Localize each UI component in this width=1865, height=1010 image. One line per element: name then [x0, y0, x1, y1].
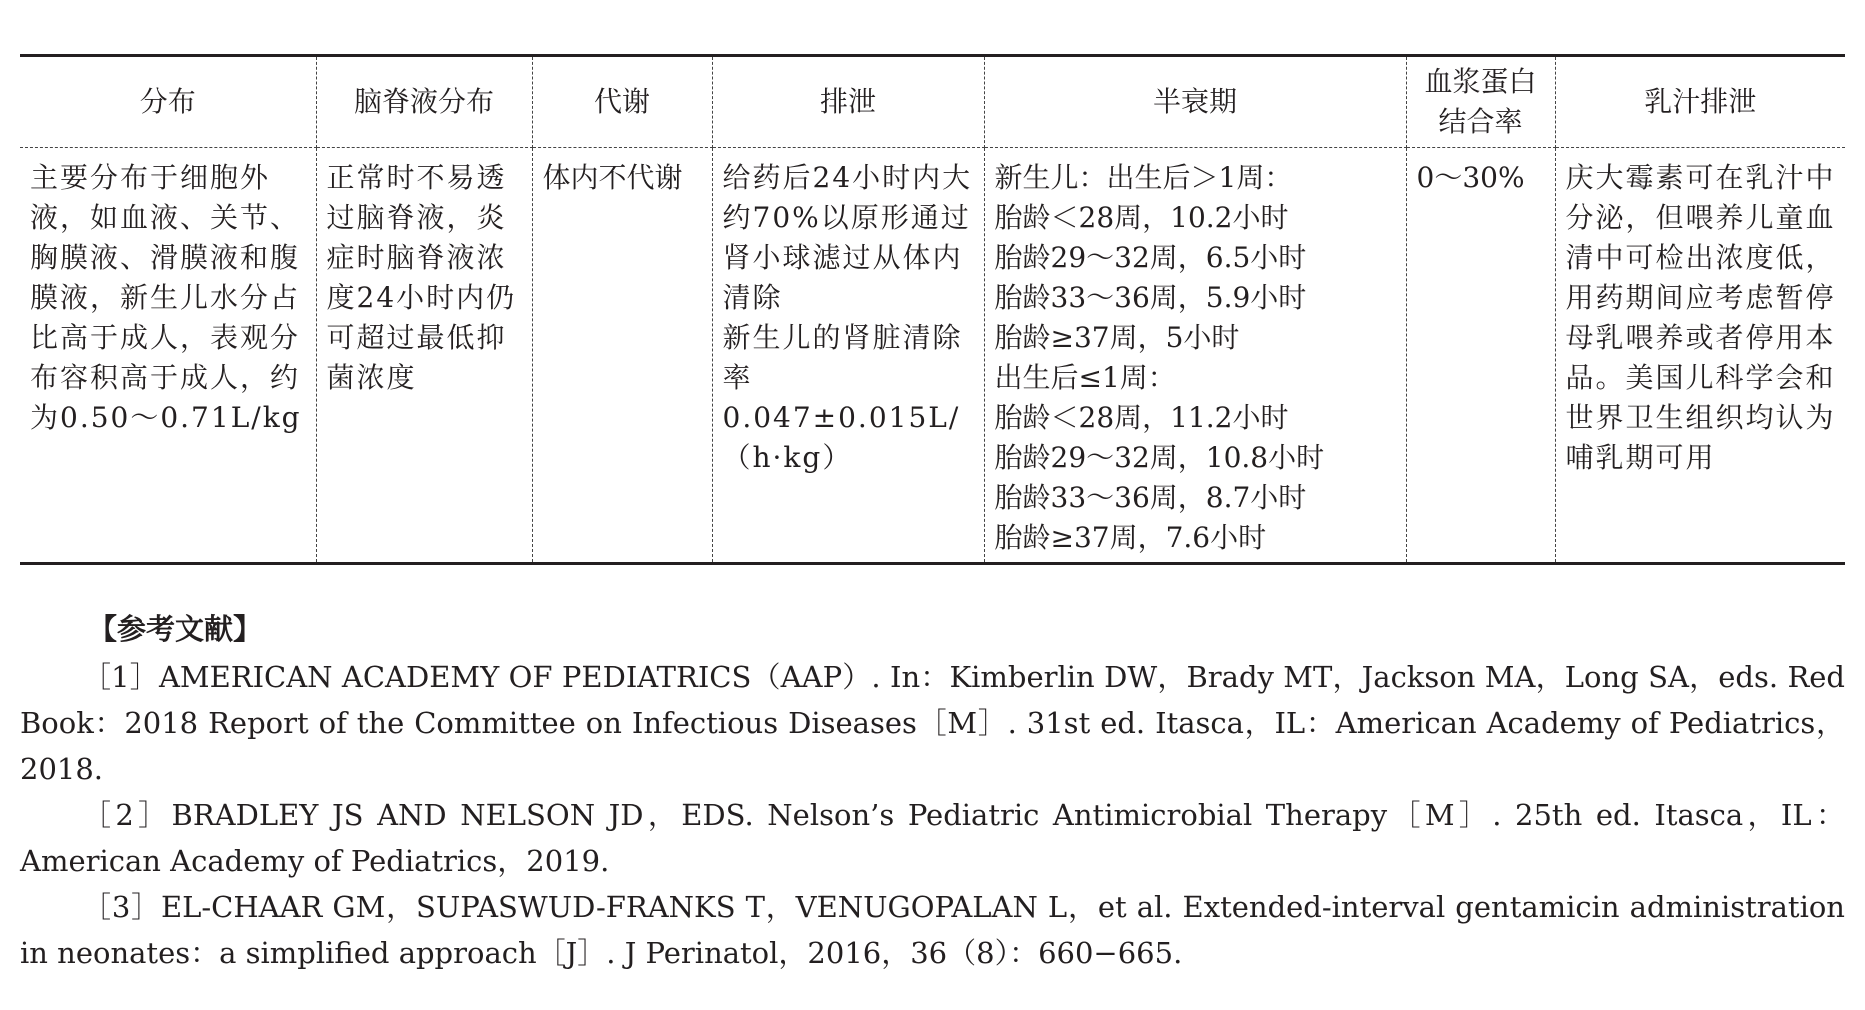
half-life-line: 胎龄29～32周，10.8小时	[994, 441, 1325, 474]
table-header-row	[20, 56, 1845, 148]
cell-csf-distribution: 正常时不易透过脑脊液，炎症时脑脊液浓度24小时内仍可超过最低抑菌浓度	[316, 148, 532, 564]
table-row	[20, 148, 1845, 564]
half-life-line: 新生儿：出生后＞1周：	[994, 161, 1293, 194]
half-life-line: 胎龄＜28周，11.2小时	[994, 401, 1289, 434]
header-half-life: 半衰期	[984, 56, 1406, 148]
cell-milk-excretion: 庆大霉素可在乳汁中分泌，但喂养儿童血清中可检出浓度低，用药期间应考虑暂停母乳喂养或者停用本品。美国儿科学会和世界卫生组织均认为哺乳期可用	[1555, 148, 1845, 564]
header-excretion: 排泄	[712, 56, 984, 148]
half-life-line: 胎龄33～36周，5.9小时	[994, 281, 1307, 314]
half-life-line: 胎龄＜28周，10.2小时	[994, 201, 1289, 234]
half-life-line: 胎龄33～36周，8.7小时	[994, 481, 1307, 514]
header-csf-distribution: 脑脊液分布	[316, 56, 532, 148]
half-life-line: 胎龄29～32周，6.5小时	[994, 241, 1307, 274]
cell-plasma-protein-binding: 0～30%	[1406, 148, 1555, 564]
header-plasma-protein-binding	[1406, 56, 1555, 148]
reference-item: ［2］BRADLEY JS AND NELSON JD，EDS. Nelson’s Pediatric Antimicrobial Therapy［M］. 25th ed. Itasca，IL：American Academy of Pediatrics，2019.	[20, 798, 1845, 878]
pharmacokinetics-table	[20, 54, 1845, 565]
header-metabolism: 代谢	[532, 56, 712, 148]
cell-metabolism: 体内不代谢	[532, 148, 712, 564]
header-plasma-line-1: 血浆蛋白	[1424, 65, 1537, 98]
header-plasma-line-2: 结合率	[1438, 105, 1523, 138]
references-section	[20, 604, 1845, 976]
half-life-line: 出生后≤1周：	[994, 361, 1176, 394]
cell-half-life	[984, 148, 1406, 564]
header-distribution: 分布	[20, 56, 316, 148]
cell-excretion	[712, 148, 984, 564]
cell-distribution: 主要分布于细胞外液，如血液、关节、胸膜液、滑膜液和腹膜液，新生儿水分占比高于成人，表观分布容积高于成人，约为0.50～0.71L/kg	[20, 148, 316, 564]
excretion-para-2: 新生儿的肾脏清除率0.047±0.015L/（h·kg）	[722, 321, 963, 474]
header-milk-excretion: 乳汁排泄	[1555, 56, 1845, 148]
reference-item: ［3］EL-CHAAR GM，SUPASWUD-FRANKS T，VENUGOPALAN L，et al. Extended-interval gentamicin administration in neonates：a simplified approach［J］. J Perinatol，2016，36（8）：660−665.	[20, 890, 1845, 970]
reference-item: ［1］AMERICAN ACADEMY OF PEDIATRICS（AAP）. In：Kimberlin DW，Brady MT，Jackson MA，Long SA，eds. Red Book：2018 Report of the Committee on Infectious Diseases［M］. 31st ed. Itasca，IL：American Academy of Pediatrics，2018.	[20, 660, 1845, 786]
excretion-para-1: 给药后24小时内大约70%以原形通过肾小球滤过从体内清除	[722, 161, 973, 314]
half-life-line: 胎龄≥37周，7.6小时	[994, 521, 1267, 554]
references-title: 【参考文献】	[88, 612, 263, 646]
half-life-line: 胎龄≥37周，5小时	[994, 321, 1240, 354]
